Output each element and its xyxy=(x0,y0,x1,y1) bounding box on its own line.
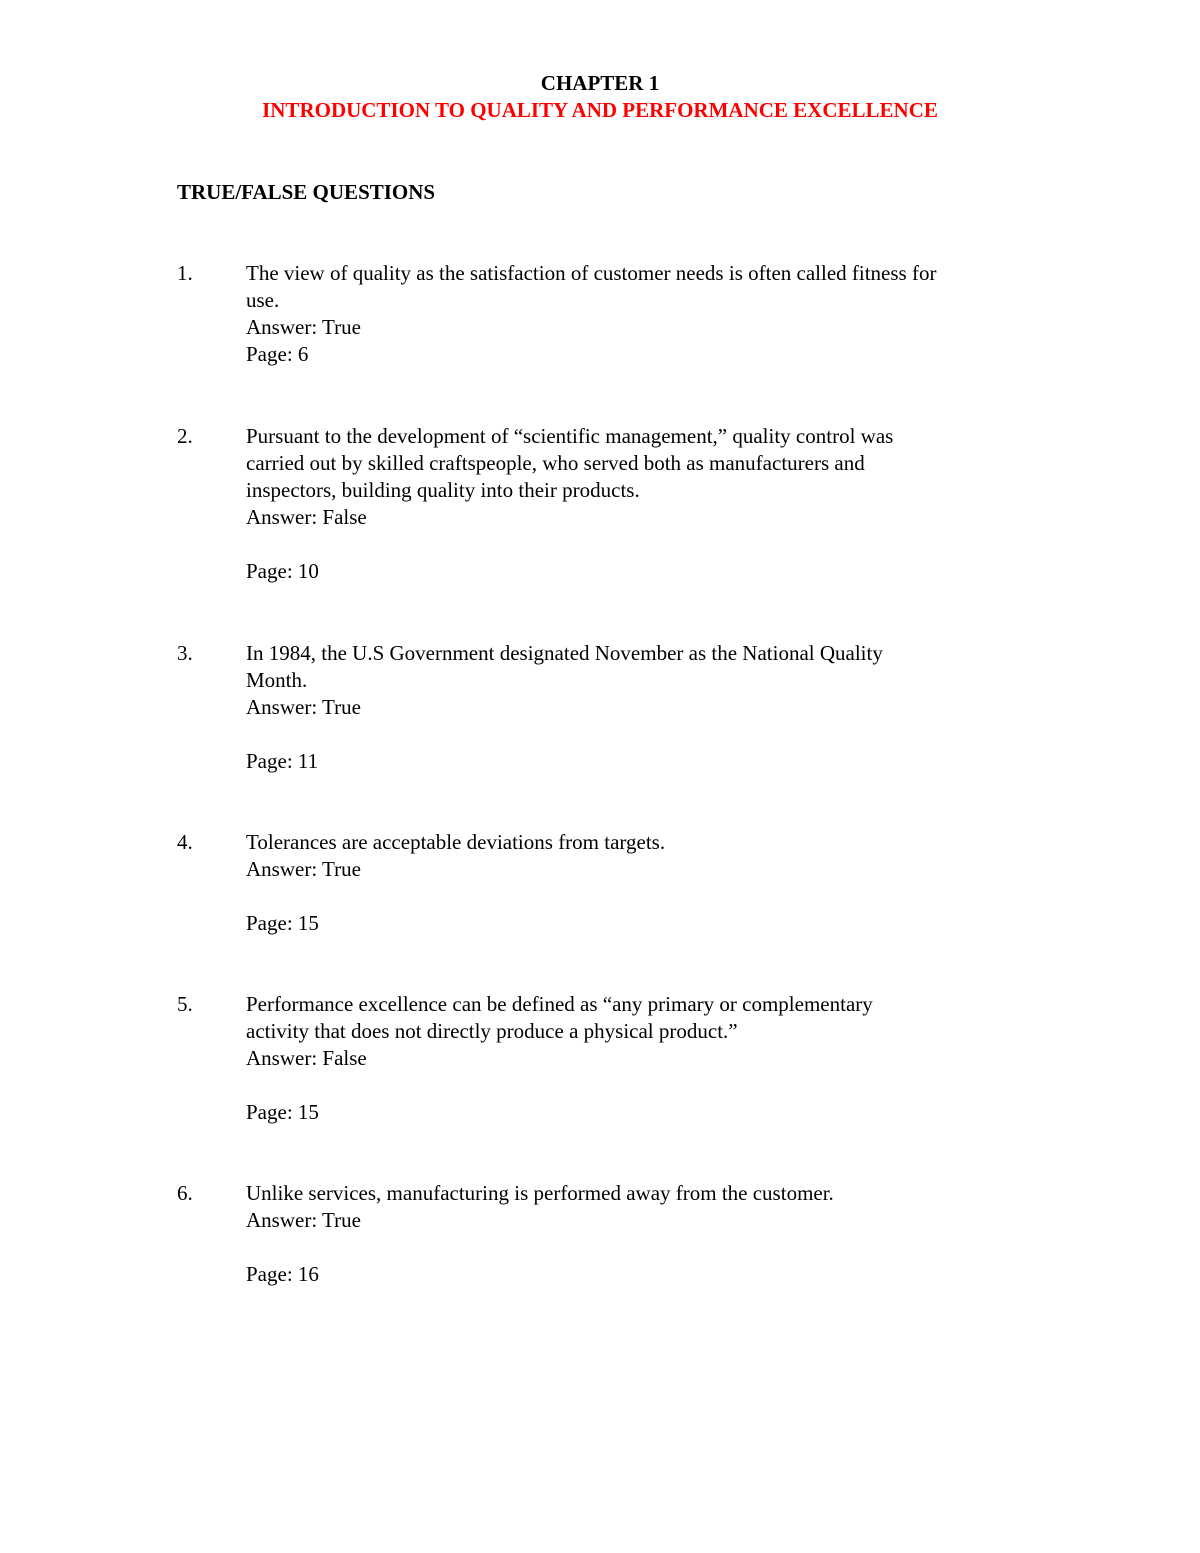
question-text-line: The view of quality as the satisfaction of customer needs is often called fitness for xyxy=(246,261,937,285)
question-page: Page: 15 xyxy=(246,911,319,935)
chapter-title: INTRODUCTION TO QUALITY AND PERFORMANCE EXCELLENCE xyxy=(262,98,938,122)
question-text-line: Tolerances are acceptable deviations from targets. xyxy=(246,830,666,854)
question-page: Page: 10 xyxy=(246,559,319,583)
question-number: 5. xyxy=(177,992,193,1016)
blank-line xyxy=(246,1072,1046,1099)
question-number: 6. xyxy=(177,1181,193,1205)
question-body xyxy=(246,991,1046,1126)
question-answer: Answer: True xyxy=(246,695,361,719)
question-text-line: carried out by skilled craftspeople, who served both as manufacturers and xyxy=(246,451,865,475)
question-answer: Answer: True xyxy=(246,1208,361,1232)
blank-line xyxy=(246,1234,1046,1261)
blank-line xyxy=(246,721,1046,748)
question-body xyxy=(246,640,1046,775)
question-answer: Answer: False xyxy=(246,505,367,529)
question-body xyxy=(246,260,1046,368)
question-page: Page: 6 xyxy=(246,342,309,366)
question-text-line: Month. xyxy=(246,668,308,692)
section-heading: TRUE/FALSE QUESTIONS xyxy=(177,180,436,204)
question-number: 2. xyxy=(177,424,193,448)
question-text-line: activity that does not directly produce a physical product.” xyxy=(246,1019,738,1043)
question-answer: Answer: False xyxy=(246,1046,367,1070)
question-body xyxy=(246,829,1046,937)
question-text-line: Performance excellence can be defined as “any primary or complementary xyxy=(246,992,873,1016)
question-number: 1. xyxy=(177,261,193,285)
question-text-line: use. xyxy=(246,288,280,312)
blank-line xyxy=(246,883,1046,910)
question-text-line: inspectors, building quality into their products. xyxy=(246,478,640,502)
question-body xyxy=(246,423,1046,585)
question-number: 4. xyxy=(177,830,193,854)
question-page: Page: 16 xyxy=(246,1262,319,1286)
question-answer: Answer: True xyxy=(246,315,361,339)
question-text-line: In 1984, the U.S Government designated November as the National Quality xyxy=(246,641,883,665)
question-page: Page: 15 xyxy=(246,1100,319,1124)
question-body xyxy=(246,1180,1046,1288)
question-text-line: Pursuant to the development of “scientific management,” quality control was xyxy=(246,424,894,448)
question-number: 3. xyxy=(177,641,193,665)
question-page: Page: 11 xyxy=(246,749,319,773)
question-text-line: Unlike services, manufacturing is performed away from the customer. xyxy=(246,1181,834,1205)
chapter-number: CHAPTER 1 xyxy=(540,71,660,95)
question-answer: Answer: True xyxy=(246,857,361,881)
blank-line xyxy=(246,531,1046,558)
